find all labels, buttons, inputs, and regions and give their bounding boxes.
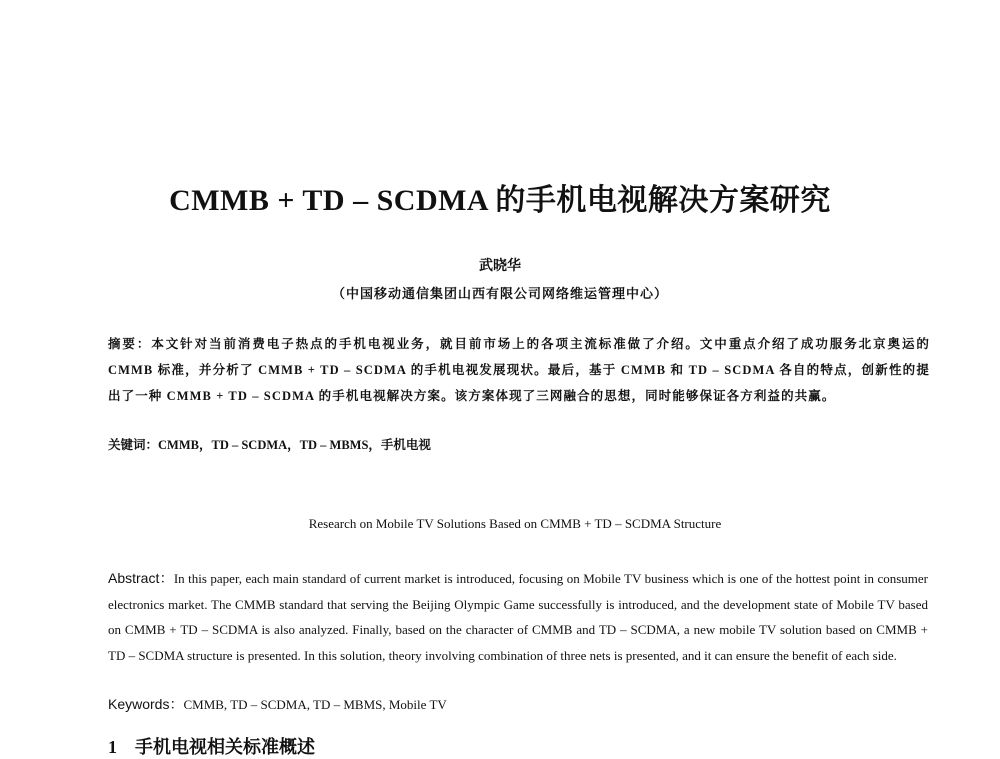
section-heading: 1 手机电视相关标准概述: [108, 737, 315, 757]
chinese-abstract-body: 本文针对当前消费电子热点的手机电视业务，就目前市场上的各项主流标准做了介绍。文中重点介绍了成功服务北京奥运的 CMMB 标准，并分析了 CMMB + TD – SCDMA 的手机电视发展现状。最后，基于 CMMB 和 TD – SCDMA 各自的特点，创新性的提出了一种 CMMB + TD – SCDMA 的手机电视解决方案。该方案体现了三网融合的思想，同时能够保证各方利益的共赢。: [108, 337, 930, 403]
chinese-keywords: [108, 435, 930, 455]
english-abstract-label: Abstract：: [108, 570, 174, 586]
english-keywords-label: Keywords：: [108, 696, 184, 712]
english-keywords: [108, 694, 928, 715]
english-keywords-body: CMMB, TD – SCDMA, TD – MBMS, Mobile TV: [183, 697, 447, 712]
chinese-keywords-label: 关键词：: [108, 438, 159, 452]
english-title: Research on Mobile TV Solutions Based on CMMB + TD – SCDMA Structure: [308, 516, 722, 531]
english-abstract-body: In this paper, each main standard of current market is introduced, focusing on Mobile TV business which is one of the hottest point in consumer electronics market. The CMMB standard that serving the Beijing Olympic Game successfully is introduced, and the development state of Mobile TV based on CMMB + TD – SCDMA is also analyzed. Finally, based on the character of CMMB and TD – SCDMA, a new mobile TV solution based on CMMB + TD – SCDMA structure is presented. In this solution, theory involving combination of three nets is presented, and it can ensure the benefit of each side.: [108, 571, 928, 663]
author-name: 武晓华: [479, 259, 521, 274]
chinese-abstract-label: 摘要：: [108, 337, 152, 351]
english-abstract: [108, 566, 928, 668]
chinese-abstract: [108, 331, 930, 409]
author-affiliation: （中国移动通信集团山西有限公司网络维运管理中心）: [331, 286, 668, 301]
paper-title: CMMB + TD – SCDMA 的手机电视解决方案研究: [169, 184, 831, 217]
chinese-keywords-body: CMMB，TD – SCDMA，TD – MBMS，手机电视: [158, 438, 431, 452]
